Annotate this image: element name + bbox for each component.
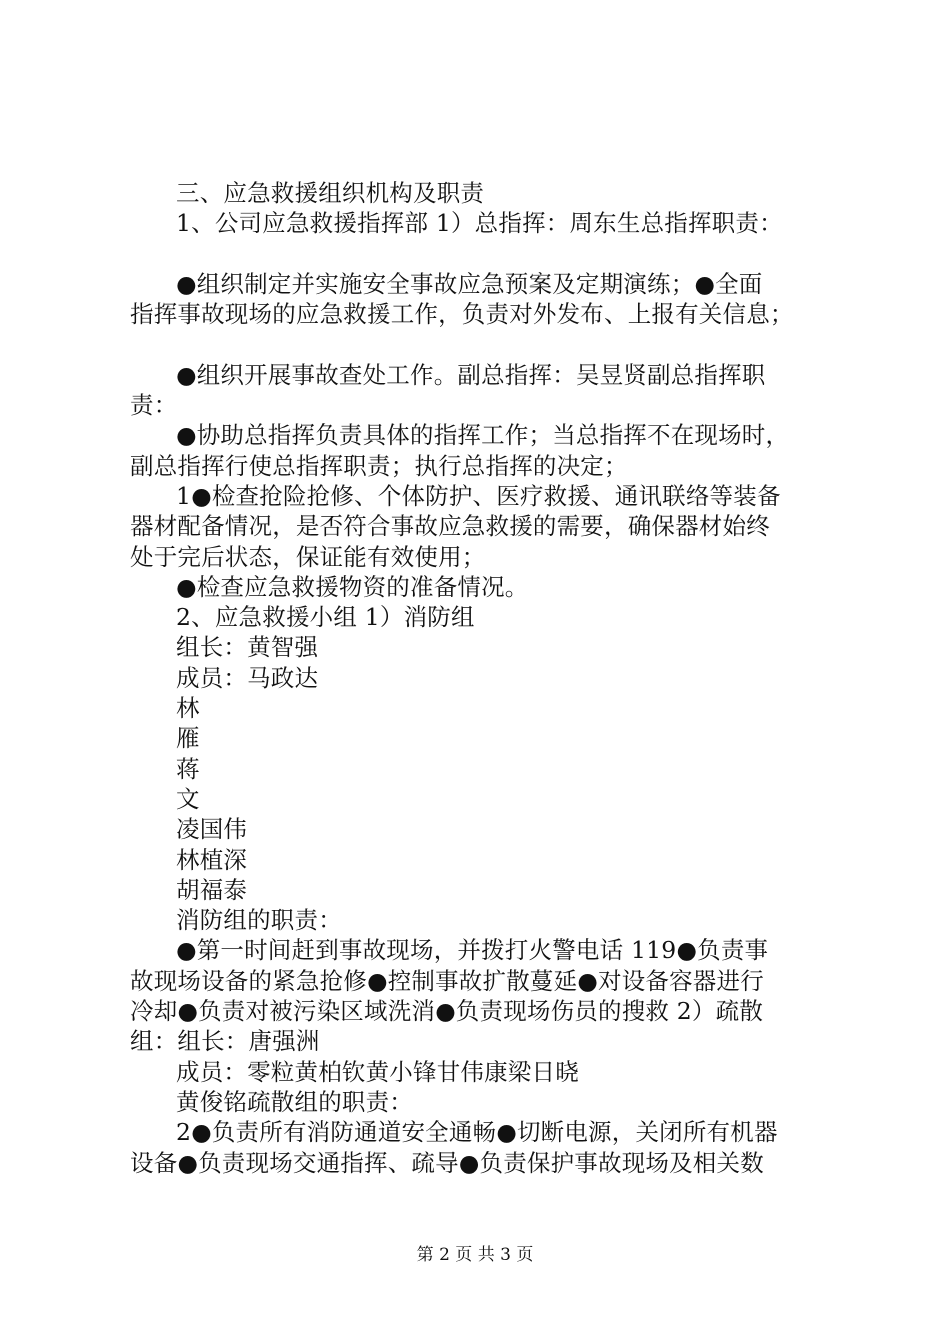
paragraph-line: 林植深 xyxy=(176,845,248,874)
paragraph-line: 林 xyxy=(176,694,200,723)
paragraph-line: ●检查应急救援物资的准备情况。 xyxy=(176,572,529,601)
paragraph-line: 处于完后状态，保证能有效使用； xyxy=(130,542,486,571)
paragraph-line: 组：组长：唐强洲 xyxy=(130,1027,320,1056)
page-footer xyxy=(0,1245,950,1265)
paragraph-line: ●第一时间赶到事故现场，并拨打火警电话 119●负责事 xyxy=(176,936,769,965)
paragraph-line: 成员：马政达 xyxy=(176,663,319,692)
paragraph-line: 1、公司应急救援指挥部 1）总指挥：周东生总指挥职责： xyxy=(176,209,783,238)
blank-line xyxy=(130,239,842,269)
document-body xyxy=(130,178,842,1178)
paragraph-line: 副总指挥行使总指挥职责；执行总指挥的决定； xyxy=(130,451,628,480)
paragraph-line: ●组织制定并实施安全事故应急预案及定期演练；●全面 xyxy=(176,269,763,298)
paragraph-line: 设备●负责现场交通指挥、疏导●负责保护事故现场及相关数 xyxy=(130,1148,764,1177)
paragraph-line: 冷却●负责对被污染区域洗消●负责现场伤员的搜救 2）疏散 xyxy=(130,997,764,1026)
paragraph-line: 雁 xyxy=(176,724,200,753)
paragraph-line: 指挥事故现场的应急救援工作，负责对外发布、上报有关信息； xyxy=(130,300,794,329)
paragraph-line: 文 xyxy=(176,784,200,813)
page-number-label: 第 2 页 共 3 页 xyxy=(416,1245,534,1265)
paragraph-line: ●组织开展事故查处工作。副总指挥：吴昱贤副总指挥职 xyxy=(176,360,766,389)
paragraph-line: 胡福泰 xyxy=(176,875,248,904)
paragraph-line: 2●负责所有消防通道安全通畅●切断电源，关闭所有机器 xyxy=(176,1118,778,1147)
paragraph-line: 成员：零粒黄柏钦黄小锋甘伟康梁日晓 xyxy=(176,1057,579,1086)
paragraph-line: 责： xyxy=(130,391,178,420)
paragraph-line: 1●检查抢险抢修、个体防护、医疗救援、通讯联络等装备 xyxy=(176,481,781,510)
paragraph-line: 消防组的职责： xyxy=(176,906,342,935)
paragraph-line: 组长：黄智强 xyxy=(176,633,319,662)
paragraph-line: 2、应急救援小组 1）消防组 xyxy=(176,603,475,632)
paragraph-line: 黄俊铭疏散组的职责： xyxy=(176,1087,413,1116)
paragraph-line: 蒋 xyxy=(176,754,200,783)
paragraph-line: 故现场设备的紧急抢修●控制事故扩散蔓延●对设备容器进行 xyxy=(130,966,764,995)
section-heading: 三、应急救援组织机构及职责 xyxy=(176,179,485,207)
paragraph-line: ●协助总指挥负责具体的指挥工作；当总指挥不在现场时， xyxy=(176,421,790,450)
paragraph-line: 器材配备情况，是否符合事故应急救援的需要，确保器材始终 xyxy=(130,512,770,541)
paragraph-line: 凌国伟 xyxy=(176,815,248,844)
blank-line xyxy=(130,329,842,359)
